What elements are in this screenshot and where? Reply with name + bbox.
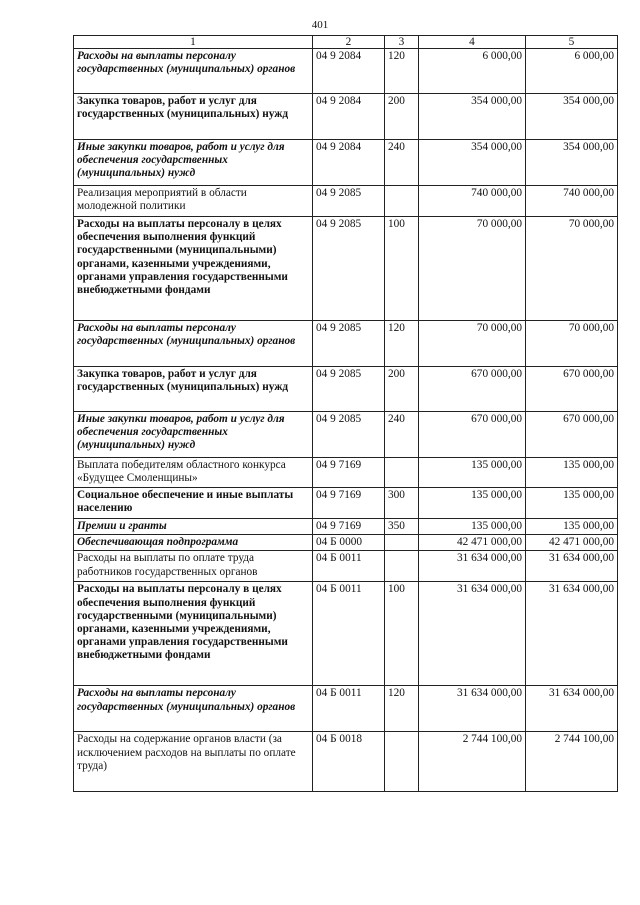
row-sum1: 135 000,00 [419, 519, 526, 535]
row-code: 04 9 7169 [313, 488, 385, 519]
row-name: Иные закупки товаров, работ и услуг для обеспечения государственных (муниципальных) нужд [74, 140, 313, 186]
row-name: Выплата победителям областного конкурса «Будущее Смоленщины» [74, 458, 313, 488]
row-sum2: 6 000,00 [526, 49, 618, 94]
row-sum2: 31 634 000,00 [526, 686, 618, 732]
row-sum2: 42 471 000,00 [526, 535, 618, 551]
table-row [74, 49, 618, 94]
row-vr [385, 458, 419, 488]
row-vr: 200 [385, 94, 419, 140]
row-name: Закупка товаров, работ и услуг для государственных (муниципальных) нужд [74, 367, 313, 412]
row-name: Реализация мероприятий в области молодежной политики [74, 186, 313, 217]
row-sum1: 135 000,00 [419, 488, 526, 519]
row-code: 04 9 2084 [313, 140, 385, 186]
row-sum2: 670 000,00 [526, 367, 618, 412]
column-header-sum1: 4 [419, 36, 526, 49]
table-row [74, 367, 618, 412]
row-vr: 120 [385, 686, 419, 732]
row-vr: 120 [385, 321, 419, 367]
row-vr [385, 186, 419, 217]
row-sum1: 31 634 000,00 [419, 686, 526, 732]
row-sum1: 354 000,00 [419, 140, 526, 186]
row-name: Социальное обеспечение и иные выплаты населению [74, 488, 313, 519]
row-code: 04 9 2085 [313, 217, 385, 321]
row-sum2: 135 000,00 [526, 458, 618, 488]
row-code: 04 9 2085 [313, 186, 385, 217]
row-sum2: 70 000,00 [526, 217, 618, 321]
row-code: 04 9 2085 [313, 367, 385, 412]
row-sum2: 135 000,00 [526, 488, 618, 519]
row-name: Расходы на выплаты по оплате труда работников государственных органов [74, 551, 313, 582]
row-name: Расходы на выплаты персоналу в целях обеспечения выполнения функций государственными (муниципальными) органами, казенными учреждениями, органами управления государственными внебюджетными фондами [74, 217, 313, 321]
row-vr: 120 [385, 49, 419, 94]
row-name: Расходы на выплаты персоналу государственных (муниципальных) органов [74, 321, 313, 367]
row-sum2: 2 744 100,00 [526, 732, 618, 792]
row-sum2: 740 000,00 [526, 186, 618, 217]
table-header-row [74, 36, 618, 49]
row-sum1: 6 000,00 [419, 49, 526, 94]
row-sum1: 670 000,00 [419, 367, 526, 412]
row-sum1: 354 000,00 [419, 94, 526, 140]
column-header-sum2: 5 [526, 36, 618, 49]
row-vr: 200 [385, 367, 419, 412]
table-row [74, 732, 618, 792]
row-sum2: 135 000,00 [526, 519, 618, 535]
row-code: 04 9 2084 [313, 94, 385, 140]
row-name: Обеспечивающая подпрограмма [74, 535, 313, 551]
row-sum1: 70 000,00 [419, 217, 526, 321]
table-row [74, 94, 618, 140]
row-sum2: 670 000,00 [526, 412, 618, 458]
table-row [74, 488, 618, 519]
table-row [74, 321, 618, 367]
row-code: 04 Б 0011 [313, 686, 385, 732]
row-code: 04 9 2084 [313, 49, 385, 94]
column-header-code: 2 [313, 36, 385, 49]
row-sum1: 31 634 000,00 [419, 551, 526, 582]
row-name: Расходы на выплаты персоналу государственных (муниципальных) органов [74, 49, 313, 94]
table-row [74, 186, 618, 217]
row-name: Закупка товаров, работ и услуг для государственных (муниципальных) нужд [74, 94, 313, 140]
row-name: Расходы на выплаты персоналу в целях обеспечения выполнения функций государственными (муниципальными) органами, казенными учреждениями, органами управления государственными внебюджетными фондами [74, 582, 313, 686]
row-code: 04 9 7169 [313, 458, 385, 488]
table-row [74, 535, 618, 551]
table-row [74, 412, 618, 458]
row-vr: 100 [385, 217, 419, 321]
row-vr: 350 [385, 519, 419, 535]
table-row [74, 519, 618, 535]
row-vr [385, 732, 419, 792]
table-row [74, 551, 618, 582]
row-sum2: 70 000,00 [526, 321, 618, 367]
row-name: Иные закупки товаров, работ и услуг для обеспечения государственных (муниципальных) нужд [74, 412, 313, 458]
row-code: 04 9 2085 [313, 321, 385, 367]
row-sum1: 31 634 000,00 [419, 582, 526, 686]
page-number: 401 [311, 19, 329, 31]
row-vr: 100 [385, 582, 419, 686]
row-code: 04 9 2085 [313, 412, 385, 458]
column-header-name: 1 [74, 36, 313, 49]
column-header-vr: 3 [385, 36, 419, 49]
row-sum1: 2 744 100,00 [419, 732, 526, 792]
row-code: 04 Б 0018 [313, 732, 385, 792]
row-sum1: 70 000,00 [419, 321, 526, 367]
row-sum2: 354 000,00 [526, 140, 618, 186]
table-row [74, 217, 618, 321]
table-row [74, 140, 618, 186]
row-code: 04 Б 0011 [313, 551, 385, 582]
row-name: Расходы на выплаты персоналу государственных (муниципальных) органов [74, 686, 313, 732]
row-name: Премии и гранты [74, 519, 313, 535]
budget-table [73, 35, 618, 792]
table-row [74, 582, 618, 686]
row-vr: 240 [385, 412, 419, 458]
row-sum1: 740 000,00 [419, 186, 526, 217]
row-vr: 300 [385, 488, 419, 519]
row-sum1: 42 471 000,00 [419, 535, 526, 551]
row-sum1: 670 000,00 [419, 412, 526, 458]
row-vr: 240 [385, 140, 419, 186]
row-sum2: 354 000,00 [526, 94, 618, 140]
table-row [74, 458, 618, 488]
row-code: 04 Б 0011 [313, 582, 385, 686]
row-sum2: 31 634 000,00 [526, 551, 618, 582]
row-code: 04 9 7169 [313, 519, 385, 535]
row-name: Расходы на содержание органов власти (за исключением расходов на выплаты по оплате труда) [74, 732, 313, 792]
row-vr [385, 551, 419, 582]
row-sum1: 135 000,00 [419, 458, 526, 488]
table-row [74, 686, 618, 732]
row-sum2: 31 634 000,00 [526, 582, 618, 686]
row-vr [385, 535, 419, 551]
row-code: 04 Б 0000 [313, 535, 385, 551]
